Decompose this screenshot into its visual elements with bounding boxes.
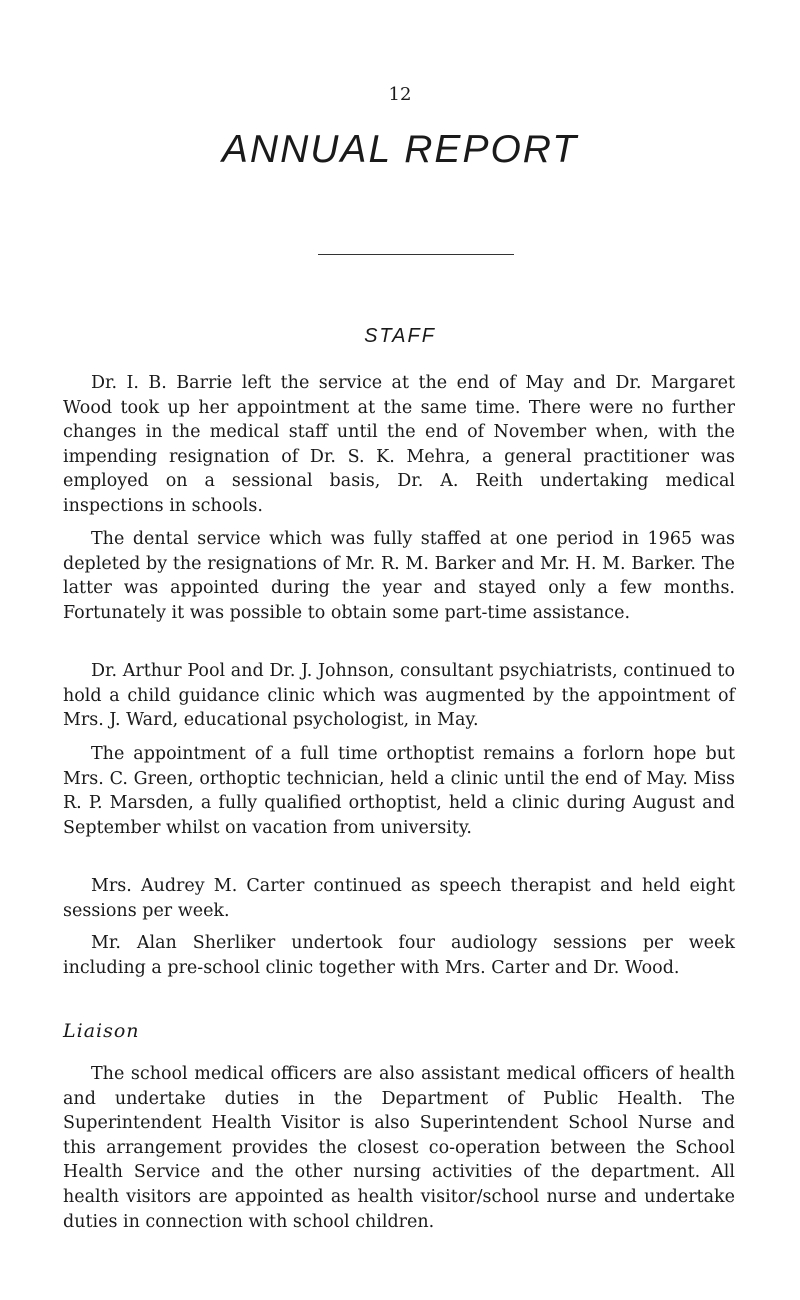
staff-paragraph-4: The appointment of a full time orthoptist remains a forlorn hope but Mrs. C. Green, orthoptic technician, held a clinic until the end of May. Miss R. P. Marsden, a fully qualified orthoptist, held a clinic during August and September whilst on vacation from university. <box>63 744 735 838</box>
liaison-paragraph-1: The school medical officers are also assistant medical officers of health and undertake duties in the Department of Public Health. The Superintendent Health Visitor is also Superintendent School Nurse and this arrangement provides the closest co-operation between the School Health Service and the other nursing activities of the department. All health visitors are appointed as health visitor/school nurse and undertake duties in connection with school children. <box>63 1064 735 1232</box>
staff-paragraph-2: The dental service which was fully staffed at one period in 1965 was depleted by the resignations of Mr. R. M. Barker and Mr. H. M. Barker. The latter was appointed during the year and stayed only a few months. Fortunately it was possible to obtain some part-time assistance. <box>63 529 735 623</box>
staff-paragraph-1: Dr. I. B. Barrie left the service at the end of May and Dr. Margaret Wood took up her appointment at the same time. There were no further changes in the medical staff until the end of November when, with the impending resignation of Dr. S. K. Mehra, a general practitioner was employed on a sessional basis, Dr. A. Reith undertaking medical inspections in schools. <box>63 373 735 516</box>
page-number: 12 <box>388 84 412 105</box>
report-title: ANNUAL REPORT <box>221 128 579 171</box>
staff-paragraph-6: Mr. Alan Sherliker undertook four audiology sessions per week including a pre-school clinic together with Mrs. Carter and Dr. Wood. <box>63 933 735 978</box>
staff-heading: STAFF <box>364 325 436 347</box>
title-divider <box>318 254 514 255</box>
staff-paragraph-5: Mrs. Audrey M. Carter continued as speech therapist and held eight sessions per week. <box>63 876 735 921</box>
staff-paragraph-3: Dr. Arthur Pool and Dr. J. Johnson, consultant psychiatrists, continued to hold a child guidance clinic which was augmented by the appointment of Mrs. J. Ward, educational psychologist, in May. <box>63 661 735 731</box>
liaison-heading: Liaison <box>63 1020 140 1042</box>
